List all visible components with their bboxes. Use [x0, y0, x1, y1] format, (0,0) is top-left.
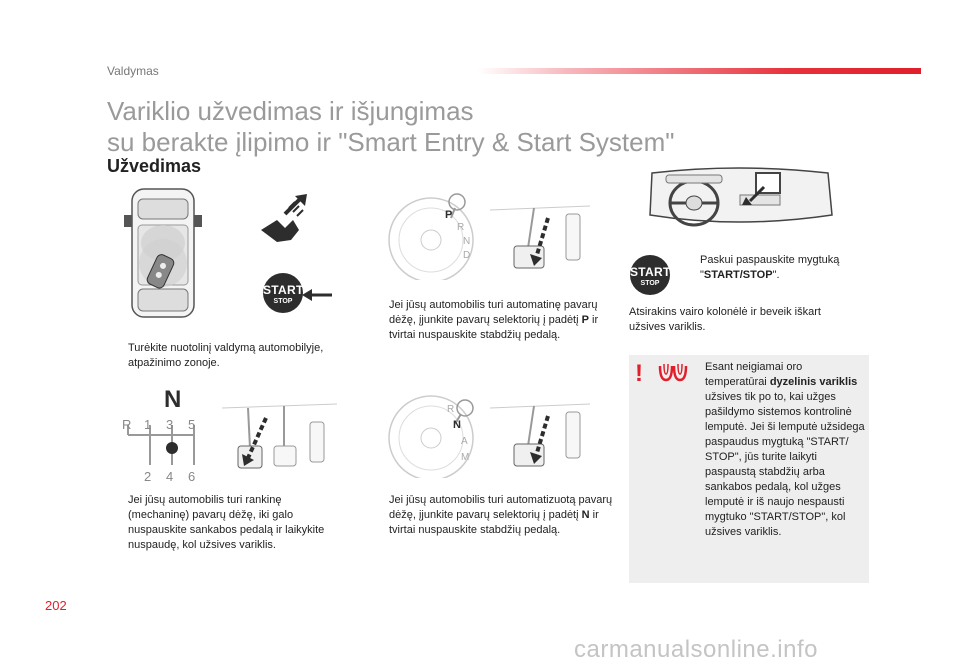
- pedals-manual-illustration: [222, 398, 337, 478]
- svg-text:5: 5: [188, 417, 196, 432]
- svg-text:R: R: [122, 417, 132, 432]
- svg-text:3: 3: [166, 417, 174, 432]
- svg-text:P: P: [445, 209, 453, 221]
- step-automatized-gearbox: Jei jūsų automobilis turi automatizuotą pavarų dėžę, įjunkite pavarų selektorių į padėtį N ir tvirtai nuspauskite stabdžių pedalą.: [389, 494, 613, 536]
- svg-text:1: 1: [144, 417, 152, 432]
- svg-text:6: 6: [188, 469, 196, 484]
- start-stop-button-icon: START STOP: [263, 273, 303, 313]
- step-press-start-stop: Paskui paspauskite mygtuką "START/STOP".: [700, 254, 840, 281]
- svg-text:N: N: [453, 419, 461, 431]
- watermark: carmanualsonline.info: [574, 636, 818, 663]
- note-steering-unlock: Atsirakins vairo kolonėlė ir beveik iškart užsives variklis.: [629, 306, 821, 333]
- arrow-left-icon: [302, 288, 332, 302]
- svg-text:A: A: [461, 436, 468, 447]
- manual-gear-pattern-illustration: [118, 385, 208, 485]
- svg-text:R: R: [457, 222, 465, 233]
- page-title: Variklio užvedimas ir išjungimas su berakte įlipimo ir "Smart Entry & Start System": [107, 96, 675, 157]
- warning-text: Esant neigiamai oro temperatūrai dyzelinis variklis užsives tik po to, kai užges pašildymo sistemos kontrolinė lemputė. Jei ši lemputė užsidega paspaudus mygtuką "START/ STOP", jūs turite laikyti paspaustą stabdžių arba sankabos pedalą, kol užges lemputė ir iš naujo nespausti mygtuko "START/STOP", kol užsives variklis.: [705, 361, 865, 538]
- step-proximity-key: Turėkite nuotolinį valdymą automobilyje, atpažinimo zonoje.: [128, 342, 324, 369]
- pedals-automatized-illustration: [490, 398, 590, 478]
- dashboard-illustration: [648, 165, 833, 235]
- start-stop-button-icon: START STOP: [630, 255, 670, 295]
- section-label: Valdymas: [107, 64, 159, 78]
- warning-exclamation-icon: !: [635, 360, 643, 387]
- automatized-selector-n-illustration: [385, 388, 485, 478]
- automatic-selector-p-illustration: [385, 190, 485, 280]
- section-subtitle: Užvedimas: [107, 156, 202, 176]
- page-number: 202: [45, 598, 67, 613]
- svg-text:N: N: [463, 236, 471, 247]
- foot-press-icon: [255, 190, 315, 250]
- svg-text:R: R: [447, 404, 455, 415]
- svg-text:M: M: [461, 452, 470, 463]
- svg-text:D: D: [463, 250, 471, 261]
- gear-neutral-label: N: [164, 386, 182, 413]
- car-top-view-illustration: [120, 185, 210, 325]
- svg-text:4: 4: [166, 469, 174, 484]
- step-manual-gearbox: Jei jūsų automobilis turi rankinę (mechaninę) pavarų dėžę, iki galo nuspauskite sankabos pedalą ir laikykite nuspaudę, kol užsives variklis.: [128, 494, 325, 551]
- header-rule: [478, 68, 921, 74]
- step-automatic-gearbox: Jei jūsų automobilis turi automatinę pavarų dėžę, įjunkite pavarų selektorių į padėtį P ir tvirtai nuspauskite stabdžių pedalą.: [389, 299, 599, 341]
- svg-text:2: 2: [144, 469, 152, 484]
- pedals-automatic-illustration: [490, 200, 590, 280]
- glow-plug-icon: [656, 362, 692, 386]
